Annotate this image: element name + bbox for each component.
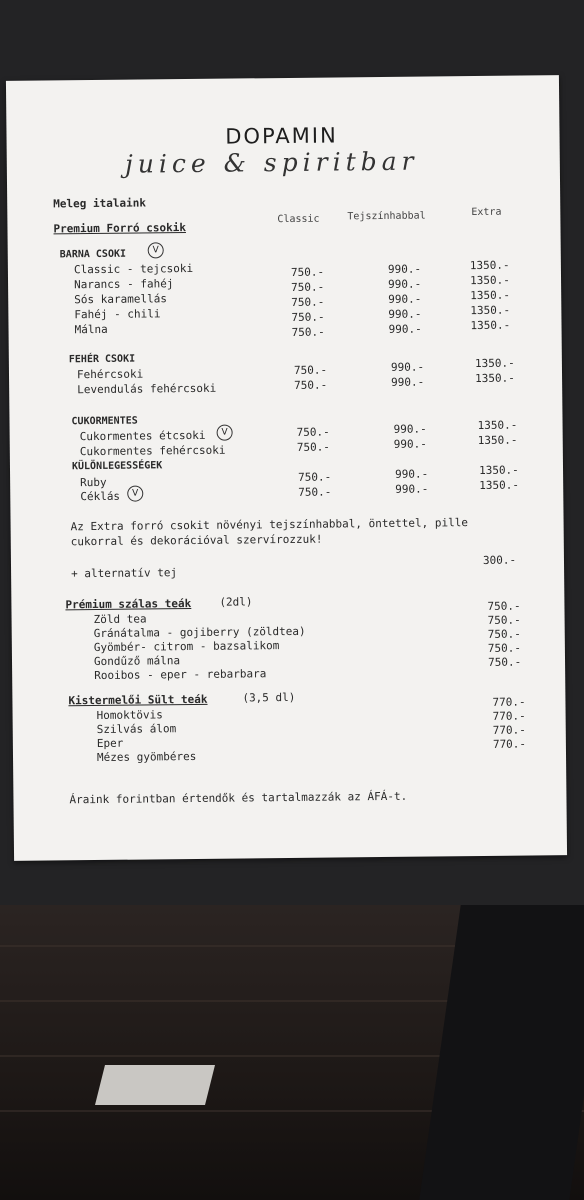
price: 750.- — [291, 280, 325, 294]
menu-item: Fahéj - chili — [74, 307, 161, 322]
menu-item: Céklás — [80, 489, 121, 504]
price: 990.- — [388, 322, 422, 336]
menu-item: Ruby — [80, 475, 107, 490]
menu-item: Málna — [74, 322, 108, 337]
alt-milk-price: 300.- — [482, 553, 517, 567]
price: 750.- — [487, 613, 521, 627]
menu-item: Sós karamellás — [74, 292, 168, 307]
price: 1350.- — [469, 258, 510, 273]
price: 750.- — [487, 627, 521, 641]
menu-sheet — [6, 75, 567, 861]
column-extra: Extra — [471, 206, 502, 219]
menu-item: Classic - tejcsoki — [73, 261, 194, 277]
price: 1350.- — [475, 371, 515, 386]
floor-card — [95, 1065, 215, 1105]
extra-note-line-2: cukorral és dekorációval szervírozzuk! — [70, 532, 323, 549]
section-title: Meleg italaink — [53, 196, 147, 211]
price: 990.- — [387, 262, 422, 276]
price: 1350.- — [470, 288, 511, 303]
menu-item: Rooibos - eper - rebarbara — [94, 667, 267, 683]
price: 750.- — [291, 325, 325, 339]
price: 750.- — [290, 265, 325, 279]
vegan-icon: V — [127, 486, 143, 502]
brand-subtitle: juice & spiritbar — [124, 146, 419, 179]
extra-note-line-1: Az Extra forró csokit növényi tejszínhabbal, öntettel, pille — [70, 516, 469, 534]
menu-item: Eper — [96, 736, 124, 751]
alt-milk-label: + alternatív tej — [71, 566, 178, 581]
tea-size: (2dl) — [219, 595, 253, 609]
group-title-feher: FEHÉR CSOKI — [68, 353, 136, 366]
price: 750.- — [294, 378, 328, 392]
price: 1350.- — [474, 356, 515, 371]
price: 990.- — [388, 277, 422, 291]
menu-item: Cukormentes fehércsoki — [79, 443, 226, 459]
price: 750.- — [296, 425, 330, 439]
menu-item: Levendulás fehércsoki — [77, 381, 217, 397]
price: 990.- — [395, 467, 429, 481]
column-tejszinhabbal: Tejszínhabbal — [347, 210, 426, 223]
baked-tea-title: Kistermelői Sült teák — [68, 692, 208, 708]
price: 990.- — [388, 292, 422, 306]
price: 990.- — [395, 482, 429, 496]
vegan-icon: V — [217, 425, 233, 441]
price: 1350.- — [470, 318, 511, 333]
price: 770.- — [492, 737, 527, 751]
price: 750.- — [293, 363, 328, 377]
price: 1350.- — [470, 303, 511, 318]
price: 750.- — [291, 295, 325, 309]
price: 770.- — [492, 709, 526, 723]
brand-name: DOPAMIN — [225, 123, 338, 149]
menu-item: Mézes gyömbéres — [96, 749, 197, 764]
price: 750.- — [291, 310, 325, 324]
menu-item: Gyömbér- citrom - bazsalikom — [93, 639, 280, 655]
price: 1350.- — [478, 463, 519, 477]
price: 990.- — [390, 360, 425, 374]
menu-item: Gondűző málna — [93, 654, 181, 669]
menu-item: Zöld tea — [93, 612, 147, 627]
price: 770.- — [492, 723, 526, 737]
price: 750.- — [298, 470, 332, 484]
group-title-barna: BARNA CSOKI — [59, 248, 127, 261]
menu-item: Gránátalma - gojiberry (zöldtea) — [93, 624, 306, 641]
price: 990.- — [388, 307, 422, 321]
price: 1350.- — [477, 433, 518, 447]
group-title-kulonlegessegek: KÜLÖNLEGESSÉGEK — [71, 460, 163, 473]
menu-item: Fehércsoki — [76, 367, 144, 382]
menu-item: Cukormentes étcsoki — [79, 428, 206, 444]
price: 990.- — [393, 437, 427, 451]
price: 990.- — [391, 375, 425, 389]
menu-item: Szilvás álom — [96, 722, 177, 737]
price: 1350.- — [479, 478, 520, 492]
price: 770.- — [492, 695, 526, 709]
price: 1350.- — [477, 418, 518, 432]
chocolate-title: Premium Forró csokik — [53, 221, 186, 236]
footer-note: Áraink forintban értendők és tartalmazzák az ÁFÁ-t. — [69, 789, 408, 807]
price: 750.- — [296, 440, 330, 454]
price: 990.- — [393, 422, 427, 436]
group-title-cukormentes: CUKORMENTES — [71, 415, 138, 428]
column-classic: Classic — [277, 213, 320, 226]
menu-item: Narancs - fahéj — [74, 277, 174, 292]
baked-tea-size: (3,5 dl) — [242, 690, 296, 705]
price: 750.- — [487, 599, 521, 613]
price: 750.- — [487, 655, 522, 669]
tea-title: Prémium szálas teák — [65, 597, 192, 612]
menu-item: Homoktövis — [96, 708, 163, 723]
price: 750.- — [298, 485, 332, 499]
vegan-icon: V — [148, 242, 164, 258]
price: 750.- — [487, 641, 522, 655]
price: 1350.- — [469, 273, 510, 288]
